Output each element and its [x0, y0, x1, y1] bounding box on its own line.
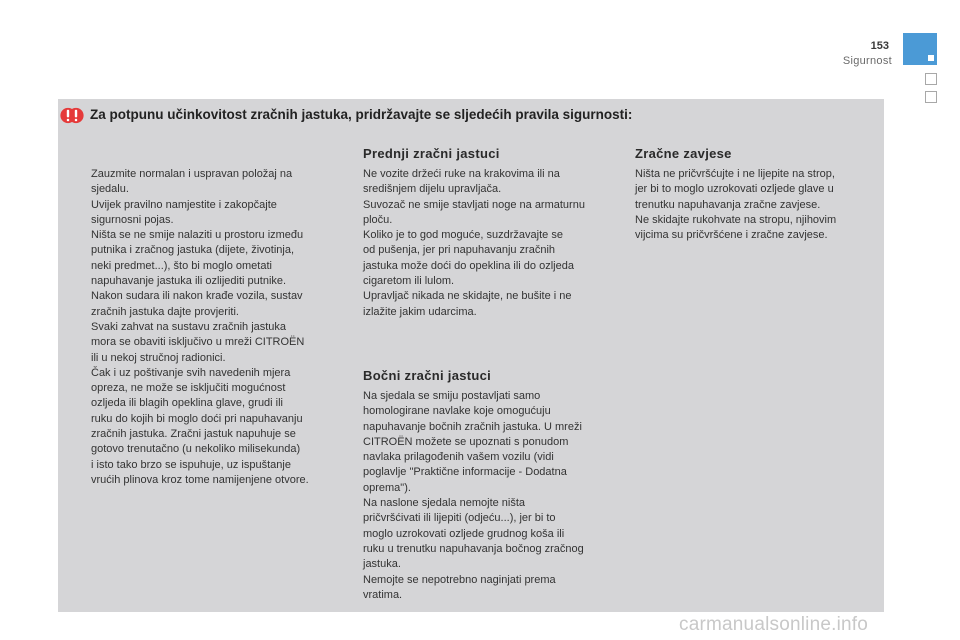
page-number: 153	[870, 40, 889, 52]
chapter-tab-empty-1[interactable]	[925, 73, 937, 85]
double-exclamation-icon	[60, 105, 84, 126]
front-airbags-heading: Prednji zračni jastuci	[363, 146, 500, 161]
side-airbags-text	[363, 389, 621, 603]
front-airbags-text	[363, 167, 621, 320]
tab-marker	[928, 55, 934, 61]
chapter-tab-empty-2[interactable]	[925, 91, 937, 103]
general-rules-text	[91, 167, 343, 488]
side-airbags-paragraph: Na sjedala se smiju postavljati samo homologirane navlake koje omogućuju napuhavanje bočnih zračnih jastuka. U mreži CITROËN možete se upoznati s ponudom navlaka prilagođenih vašem vozilu (vidi poglavlje "Praktične informacije - Dodatna oprema"). Na naslone sjedala nemojte ništa pričvršćivati ili lijepiti (odjeću...), jer bi to moglo uzrokovati ozljede grudnog koša ili ruku u trenutku napuhavanja bočnog zračnog jastuka. Nemojte se nepotrebno naginjati prema vratima.	[363, 390, 584, 601]
curtain-airbags-paragraph: Ništa ne pričvršćujte i ne lijepite na strop, jer bi to moglo uzrokovati ozljede glave u trenutku napuhavanja zračne zavjese. Ne skidajte rukohvate na stropu, njihovim vijcima su pričvršćene i zračne zavjese.	[635, 168, 837, 242]
section-title: Sigurnost	[842, 55, 892, 67]
curtain-airbags-text	[635, 167, 871, 243]
chapter-tab-active[interactable]	[903, 33, 937, 65]
notice-title: Za potpunu učinkovitost zračnih jastuka, pridržavajte se sljedećih pravila sigurnosti:	[90, 107, 633, 122]
general-rules-paragraph: Zauzmite normalan i uspravan položaj na sjedalu. Uvijek pravilno namjestite i zakopčajte sigurnosni pojas. Ništa se ne smije nalaziti u prostoru između putnika i zračnog jastuka (dijete, životinja, neki predmet...), što bi moglo ometati napuhavanje jastuka ili ozlijediti putnike. Nakon sudara ili nakon krađe vozila, sustav zračnih jastuka dajte provjeriti. Svaki zahvat na sustavu zračnih jastuka mora se obaviti isključivo u mreži CITROËN ili u nekoj stručnoj radionici. Čak i uz poštivanje svih navedenih mjera opreza, ne može se isključiti mogućnost ozljeda ili blagih opeklina glave, grudi ili ruku do kojih bi moglo doći pri napuhavanju zračnih jastuka. Zračni jastuk napuhuje se gotovo trenutačno (u nekoliko milisekunda) i isto tako brzo se ispuhuje, uz ispuštanje vrućih plinova kroz tome namijenjene otvore.	[91, 168, 309, 486]
curtain-airbags-heading: Zračne zavjese	[635, 146, 732, 161]
watermark: carmanualsonline.info	[679, 614, 869, 635]
side-airbags-heading: Bočni zračni jastuci	[363, 368, 492, 383]
front-airbags-paragraph: Ne vozite držeći ruke na krakovima ili na središnjem dijelu upravljača. Suvozač ne smije stavljati noge na armaturnu ploču. Koliko je to god moguće, suzdržavajte se od pušenja, jer pri napuhavanju zračnih jastuka može doći do opeklina ili do ozljeda cigaretom ili lulom. Upravljač nikada ne skidajte, ne bušite i ne izlažite jakim udarcima.	[363, 168, 585, 318]
